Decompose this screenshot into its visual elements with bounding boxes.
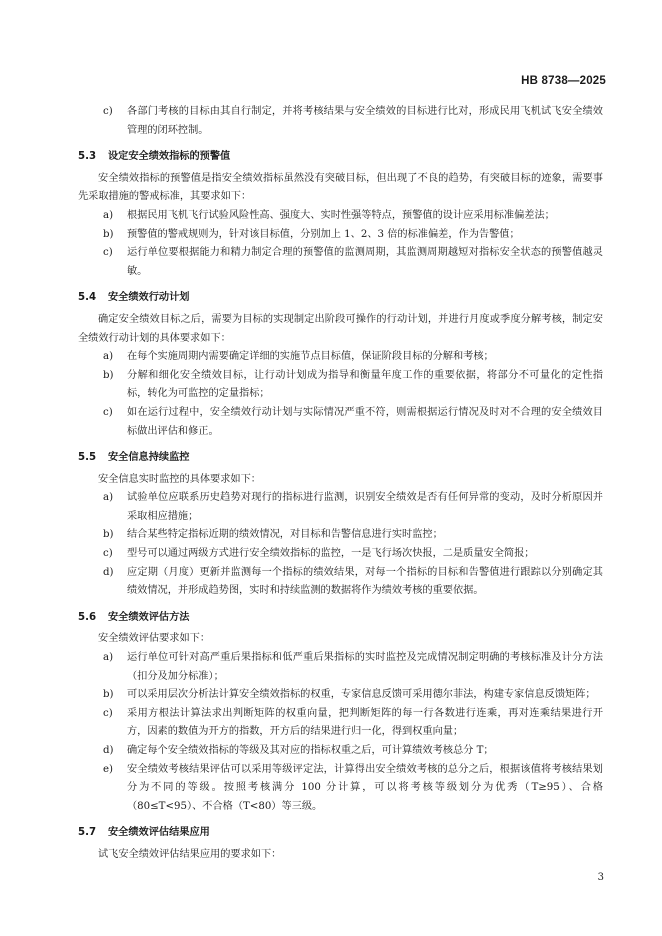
list-item-text: 结合某些特定指标近期的绩效情况，对目标和告警信息进行实时监控；	[127, 529, 443, 541]
document-body	[78, 103, 603, 865]
list-item	[78, 545, 603, 564]
list-marker: c)	[103, 406, 113, 418]
section-heading	[78, 148, 603, 167]
list-marker: d)	[103, 745, 114, 756]
list-item-text: 在每个实施周期内需要确定详细的实施节点目标值，保证阶段目标的分解和考核；	[127, 351, 494, 363]
list-marker: d)	[103, 566, 114, 578]
section-title: 设定安全绩效指标的预警值	[108, 151, 231, 163]
list-item-text: 采用方根法计算法求出判断矩阵的权重向量，把判断矩阵的每一行各数进行连乘，再对连乘结果进行开方，因素的数值为开方的指数，开方后的结果进行归一化，得到权重向量；	[127, 707, 603, 738]
list-marker: b)	[103, 529, 114, 541]
paragraph: 安全绩效指标的预警值是指安全绩效指标虽然没有突破目标，但出现了不良的趋势，有突破目标的迹象，需要事先采取措施的警戒标准，其要求如下：	[78, 172, 603, 203]
list-item	[78, 348, 603, 367]
standard-code: HB 8738—2025	[521, 75, 606, 87]
list-marker: c)	[103, 106, 113, 117]
list-item	[78, 742, 603, 761]
list-item	[78, 705, 603, 742]
section-number: 5.6	[78, 611, 97, 623]
paragraph: 安全绩效评估要求如下：	[98, 633, 211, 645]
list-marker: a)	[103, 492, 114, 504]
list-marker: a)	[103, 351, 114, 363]
page-number: 3	[597, 872, 604, 883]
list-item	[78, 404, 603, 441]
list-item-text: 安全绩效考核结果评估可以采用等级评定法，计算得出安全绩效考核的总分之后，根据该值将考核结果划分为不同的等级。按照考核满分 100 分计算，可以将考核等级划分为优秀（T≥95）、合格（80≤T<95）、不合格（T<80）等三级。	[127, 763, 603, 812]
list-marker: b)	[103, 228, 114, 240]
section-number: 5.7	[78, 827, 97, 839]
list-marker: a)	[103, 209, 114, 221]
paragraph: 确定安全绩效目标之后，需要为目标的实现制定出阶段可操作的行动计划，并进行月度或季度分解考核，制定安全绩效行动计划的具体要求如下：	[78, 313, 603, 344]
list-item-text: 可以采用层次分析法计算安全绩效指标的权重，专家信息反馈可采用德尔菲法，构建专家信息反馈矩阵；	[127, 689, 596, 701]
list-marker: b)	[103, 369, 114, 381]
list-item-text: 各部门考核的目标由其自行制定，并将考核结果与安全绩效的目标进行比对，形成民用飞机试飞安全绩效管理的闭环控制。	[127, 106, 603, 136]
list-item	[78, 207, 603, 226]
paragraph: 试飞安全绩效评估结果应用的要求如下：	[98, 848, 282, 860]
list-item-text: 根据民用飞机飞行试验风险性高、强度大、实时性强等特点，预警值的设计应采用标准偏差法；	[127, 209, 555, 221]
list-item-text: 应定期（月度）更新并监测每一个指标的绩效结果，对每一个指标的目标和告警值进行跟踪以分别确定其绩效情况，并形成趋势图，实时和持续监测的数据将作为绩效考核的重要依据。	[127, 566, 603, 597]
list-item-text: 试验单位应联系历史趋势对现行的指标进行监测，识别安全绩效是否有任何异常的变动，及时分析原因并采取相应措施；	[127, 492, 603, 522]
list-item	[78, 226, 603, 245]
list-item	[78, 244, 603, 281]
list-item-text: 分解和细化安全绩效目标，让行动计划成为指导和衡量年度工作的重要依据，将部分不可量化的定性指标，转化为可监控的定量指标；	[127, 369, 603, 400]
section-title: 安全绩效行动计划	[108, 292, 190, 304]
section-number: 5.4	[78, 292, 97, 304]
list-item	[78, 103, 603, 140]
section-heading	[78, 609, 603, 628]
section-number: 5.5	[78, 452, 97, 464]
list-marker: e)	[103, 763, 114, 775]
list-item-text: 确定每个安全绩效指标的等级及其对应的指标权重之后，可计算绩效考核总分 T；	[127, 745, 494, 756]
list-item	[78, 649, 603, 686]
list-marker: c)	[103, 247, 113, 259]
list-marker: a)	[103, 652, 114, 664]
list-marker: b)	[103, 689, 114, 701]
list-item-text: 预警值的警戒规则为，针对该目标值，分别加上 1、2、3 倍的标准偏差，作为告警值；	[127, 228, 520, 240]
list-item	[78, 526, 603, 545]
section-title: 安全信息持续监控	[108, 452, 190, 464]
list-item-text: 运行单位可针对高严重后果指标和低严重后果指标的实时监控及完成情况制定明确的考核标准及计分方法（扣分及加分标准）；	[127, 652, 603, 682]
section-number: 5.3	[78, 151, 97, 163]
section-heading	[78, 449, 603, 468]
list-item-text: 运行单位要根据能力和精力制定合理的预警值的监测周期，其监测周期越短对指标安全状态的预警值越灵敏。	[127, 247, 603, 277]
list-item	[78, 564, 603, 601]
section-heading	[78, 824, 603, 843]
list-marker: c)	[103, 707, 113, 719]
list-item	[78, 761, 603, 817]
list-marker: c)	[103, 548, 113, 560]
list-item	[78, 367, 603, 404]
paragraph: 安全信息实时监控的具体要求如下：	[98, 473, 261, 485]
section-title: 安全绩效评估方法	[108, 611, 190, 623]
section-title: 安全绩效评估结果应用	[108, 827, 210, 839]
list-item	[78, 489, 603, 526]
section-heading	[78, 289, 603, 308]
list-item	[78, 686, 603, 705]
list-item-text: 如在运行过程中，安全绩效行动计划与实际情况严重不符，则需根据运行情况及时对不合理的安全绩效目标做出评估和修正。	[127, 406, 603, 437]
list-item-text: 型号可以通过两级方式进行安全绩效指标的监控，一是飞行场次快报，二是质量安全简报；	[127, 548, 535, 560]
